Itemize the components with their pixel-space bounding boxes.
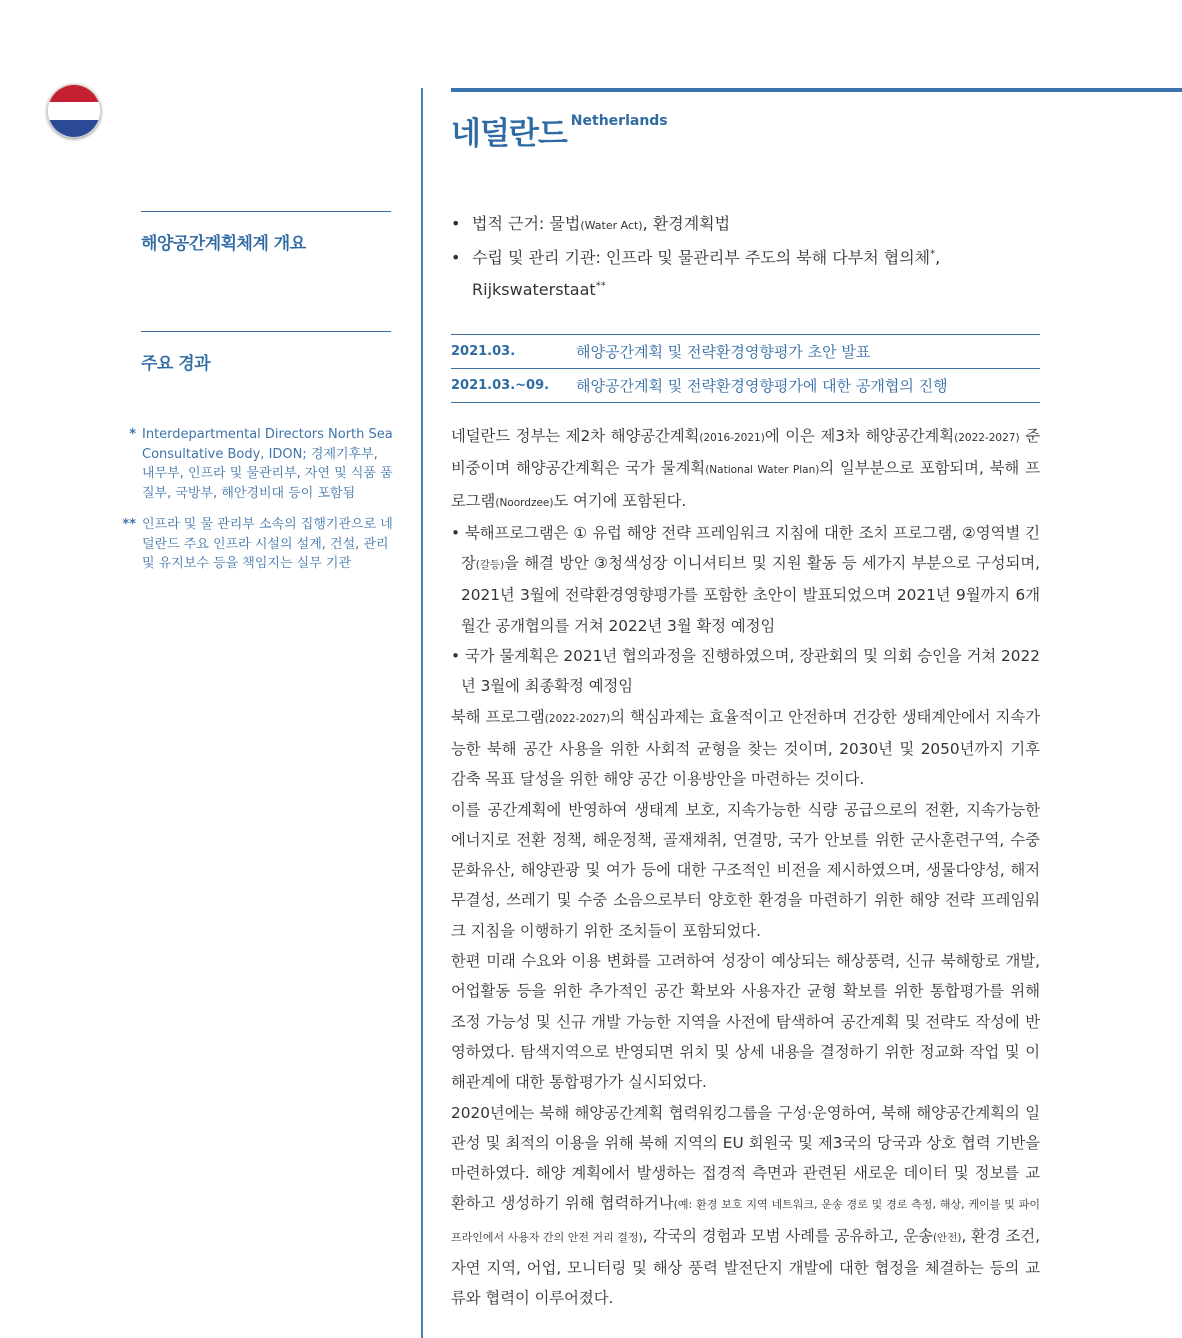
country-name-en: Netherlands (570, 113, 668, 129)
legal-basis-item (451, 208, 1011, 242)
legal-basis-text: 법적 근거: 물법 (472, 214, 581, 233)
bullet-paragraph: • 북해프로그램은 ① 유럽 해양 전략 프레임워크 지침에 대한 조치 프로그램, ②영역별 긴장(갈등)을 해결 방안 ③청색성장 이니셔티브 및 지원 활동 등 세가지 부분으로 구성되며, 2021년 3월에 전략환경영향평가를 포함한 초안이 발표되었으며 2021년 9월까지 6개월간 공개협의를 거쳐 2022년 3월 확정 예정임 (451, 523, 1040, 635)
body-text (451, 421, 1040, 1314)
section-progress-title: 주요 경과 (141, 354, 211, 374)
country-title (451, 108, 668, 153)
footnote-text: Interdepartmental Directors North Sea Consultative Body, IDON; 경제기후부, 내무부, 인프라 및 물관리부, 자연 및 식품 품질부, 국방부, 해안경비대 등이 포함됨 (142, 427, 393, 501)
footnote-mark: ** (122, 517, 136, 532)
agency-footnote-mark: * (930, 248, 936, 260)
paragraph: 한편 미래 수요와 이용 변화를 고려하여 성장이 예상되는 해상풍력, 신규 북해항로 개발, 어업활동 등을 위한 추가적인 공간 확보와 사용자간 균형 확보를 위한 통합평가를 위해 조정 가능성 및 신규 개발 가능한 지역을 사전에 탐색하여 공간계획 및 전략도 작성에 반영하였다. 탐색지역으로 반영되면 위치 및 상세 내용을 결정하기 위한 정교화 작업 및 이해관계에 대한 통합평가가 실시되었다. (451, 952, 1040, 1092)
timeline-table (451, 334, 1040, 403)
footnote (120, 425, 393, 503)
timeline-date: 2021.03.~09. (451, 378, 550, 393)
section-overview (141, 211, 391, 254)
legal-basis-note: (Water Act) (580, 219, 643, 232)
footnote-mark: * (129, 427, 136, 442)
timeline-event: 해양공간계획 및 전략환경영향평가에 대한 공개협의 진행 (576, 377, 948, 395)
paragraph: 네덜란드 정부는 제2차 해양공간계획(2016-2021)에 이은 제3차 해양공간계획(2022-2027) 준비중이며 해양공간계획은 국가 물계획(National Water Plan)의 일부분으로 포함되며, 북해 프로그램(Noordzee)도 여기에 포함된다. (451, 427, 1040, 510)
agency-text: 수립 및 관리 기관: 인프라 및 물관리부 주도의 북해 다부처 협의체 (472, 248, 931, 267)
netherlands-flag-icon (47, 84, 101, 138)
overview-list (451, 208, 1011, 306)
legal-basis-tail: , 환경계획법 (642, 214, 731, 233)
section-progress (141, 331, 391, 374)
agency-item (451, 242, 1011, 306)
paragraph: 이를 공간계획에 반영하여 생태계 보호, 지속가능한 식량 공급으로의 전환, 지속가능한 에너지로 전환 정책, 해운정책, 골재채취, 연결망, 국가 안보를 위한 군사훈련구역, 수중문화유산, 해양관광 및 여가 등에 대한 구조적인 비전을 제시하였으며, 생물다양성, 해저 무결성, 쓰레기 및 수중 소음으로부터 양호한 환경을 마련하기 위한 해양 전략 프레임워크 지침을 이행하기 위한 조치들이 포함되었다. (451, 800, 1040, 940)
timeline-row (451, 369, 1040, 403)
footnote-text: 인프라 및 물 관리부 소속의 집행기관으로 네덜란드 주요 인프라 시설의 설계, 건설, 관리 및 유지보수 등을 책임지는 실무 기관 (142, 517, 393, 571)
column-divider (421, 88, 423, 1338)
country-name-kr: 네덜란드 (451, 116, 567, 152)
section-overview-title: 해양공간계획체계 개요 (141, 234, 306, 254)
agency-name-footnote-mark: ** (595, 280, 606, 292)
bullet-paragraph: • 국가 물계획은 2021년 협의과정을 진행하였으며, 장관회의 및 의회 승인을 거쳐 2022년 3월에 최종확정 예정임 (451, 647, 1040, 696)
header-rule (451, 88, 1182, 92)
timeline-date: 2021.03. (451, 344, 516, 359)
agency-text-tail: , (935, 248, 941, 267)
agency-name: Rijkswaterstaat (472, 280, 596, 299)
paragraph: 북해 프로그램(2022-2027)의 핵심과제는 효율적이고 안전하며 건강한 생태계안에서 지속가능한 북해 공간 사용을 위한 사회적 균형을 찾는 것이며, 2030년 및 2050년까지 기후 감축 목표 달성을 위한 해양 공간 이용방안을 마련하는 것이다. (451, 707, 1040, 789)
timeline-event: 해양공간계획 및 전략환경영향평가 초안 발표 (576, 343, 871, 361)
paragraph: 2020년에는 북해 해양공간계획 협력워킹그룹을 구성·운영하여, 북해 해양공간계획의 일관성 및 최적의 이용을 위해 북해 지역의 EU 회원국 및 제3국의 당국과 상호 협력 기반을 마련하였다. 해양 계획에서 발생하는 접경적 측면과 관련된 새로운 데이터 및 정보를 교환하고 생성하기 위해 협력하거나(예: 환경 보호 지역 네트워크, 운송 경로 및 경로 측정, 해상, 케이블 및 파이프라인에서 사용자 간의 안전 거리 결정), 각국의 경험과 모범 사례를 공유하고, 운송(안전), 환경 조건, 자연 지역, 어업, 모니터링 및 해상 풍력 발전단지 개발에 대한 협정을 체결하는 등의 교류와 협력이 이루어졌다. (451, 1103, 1041, 1308)
footnotes (120, 425, 393, 586)
timeline-row (451, 335, 1040, 369)
footnote (120, 515, 393, 574)
